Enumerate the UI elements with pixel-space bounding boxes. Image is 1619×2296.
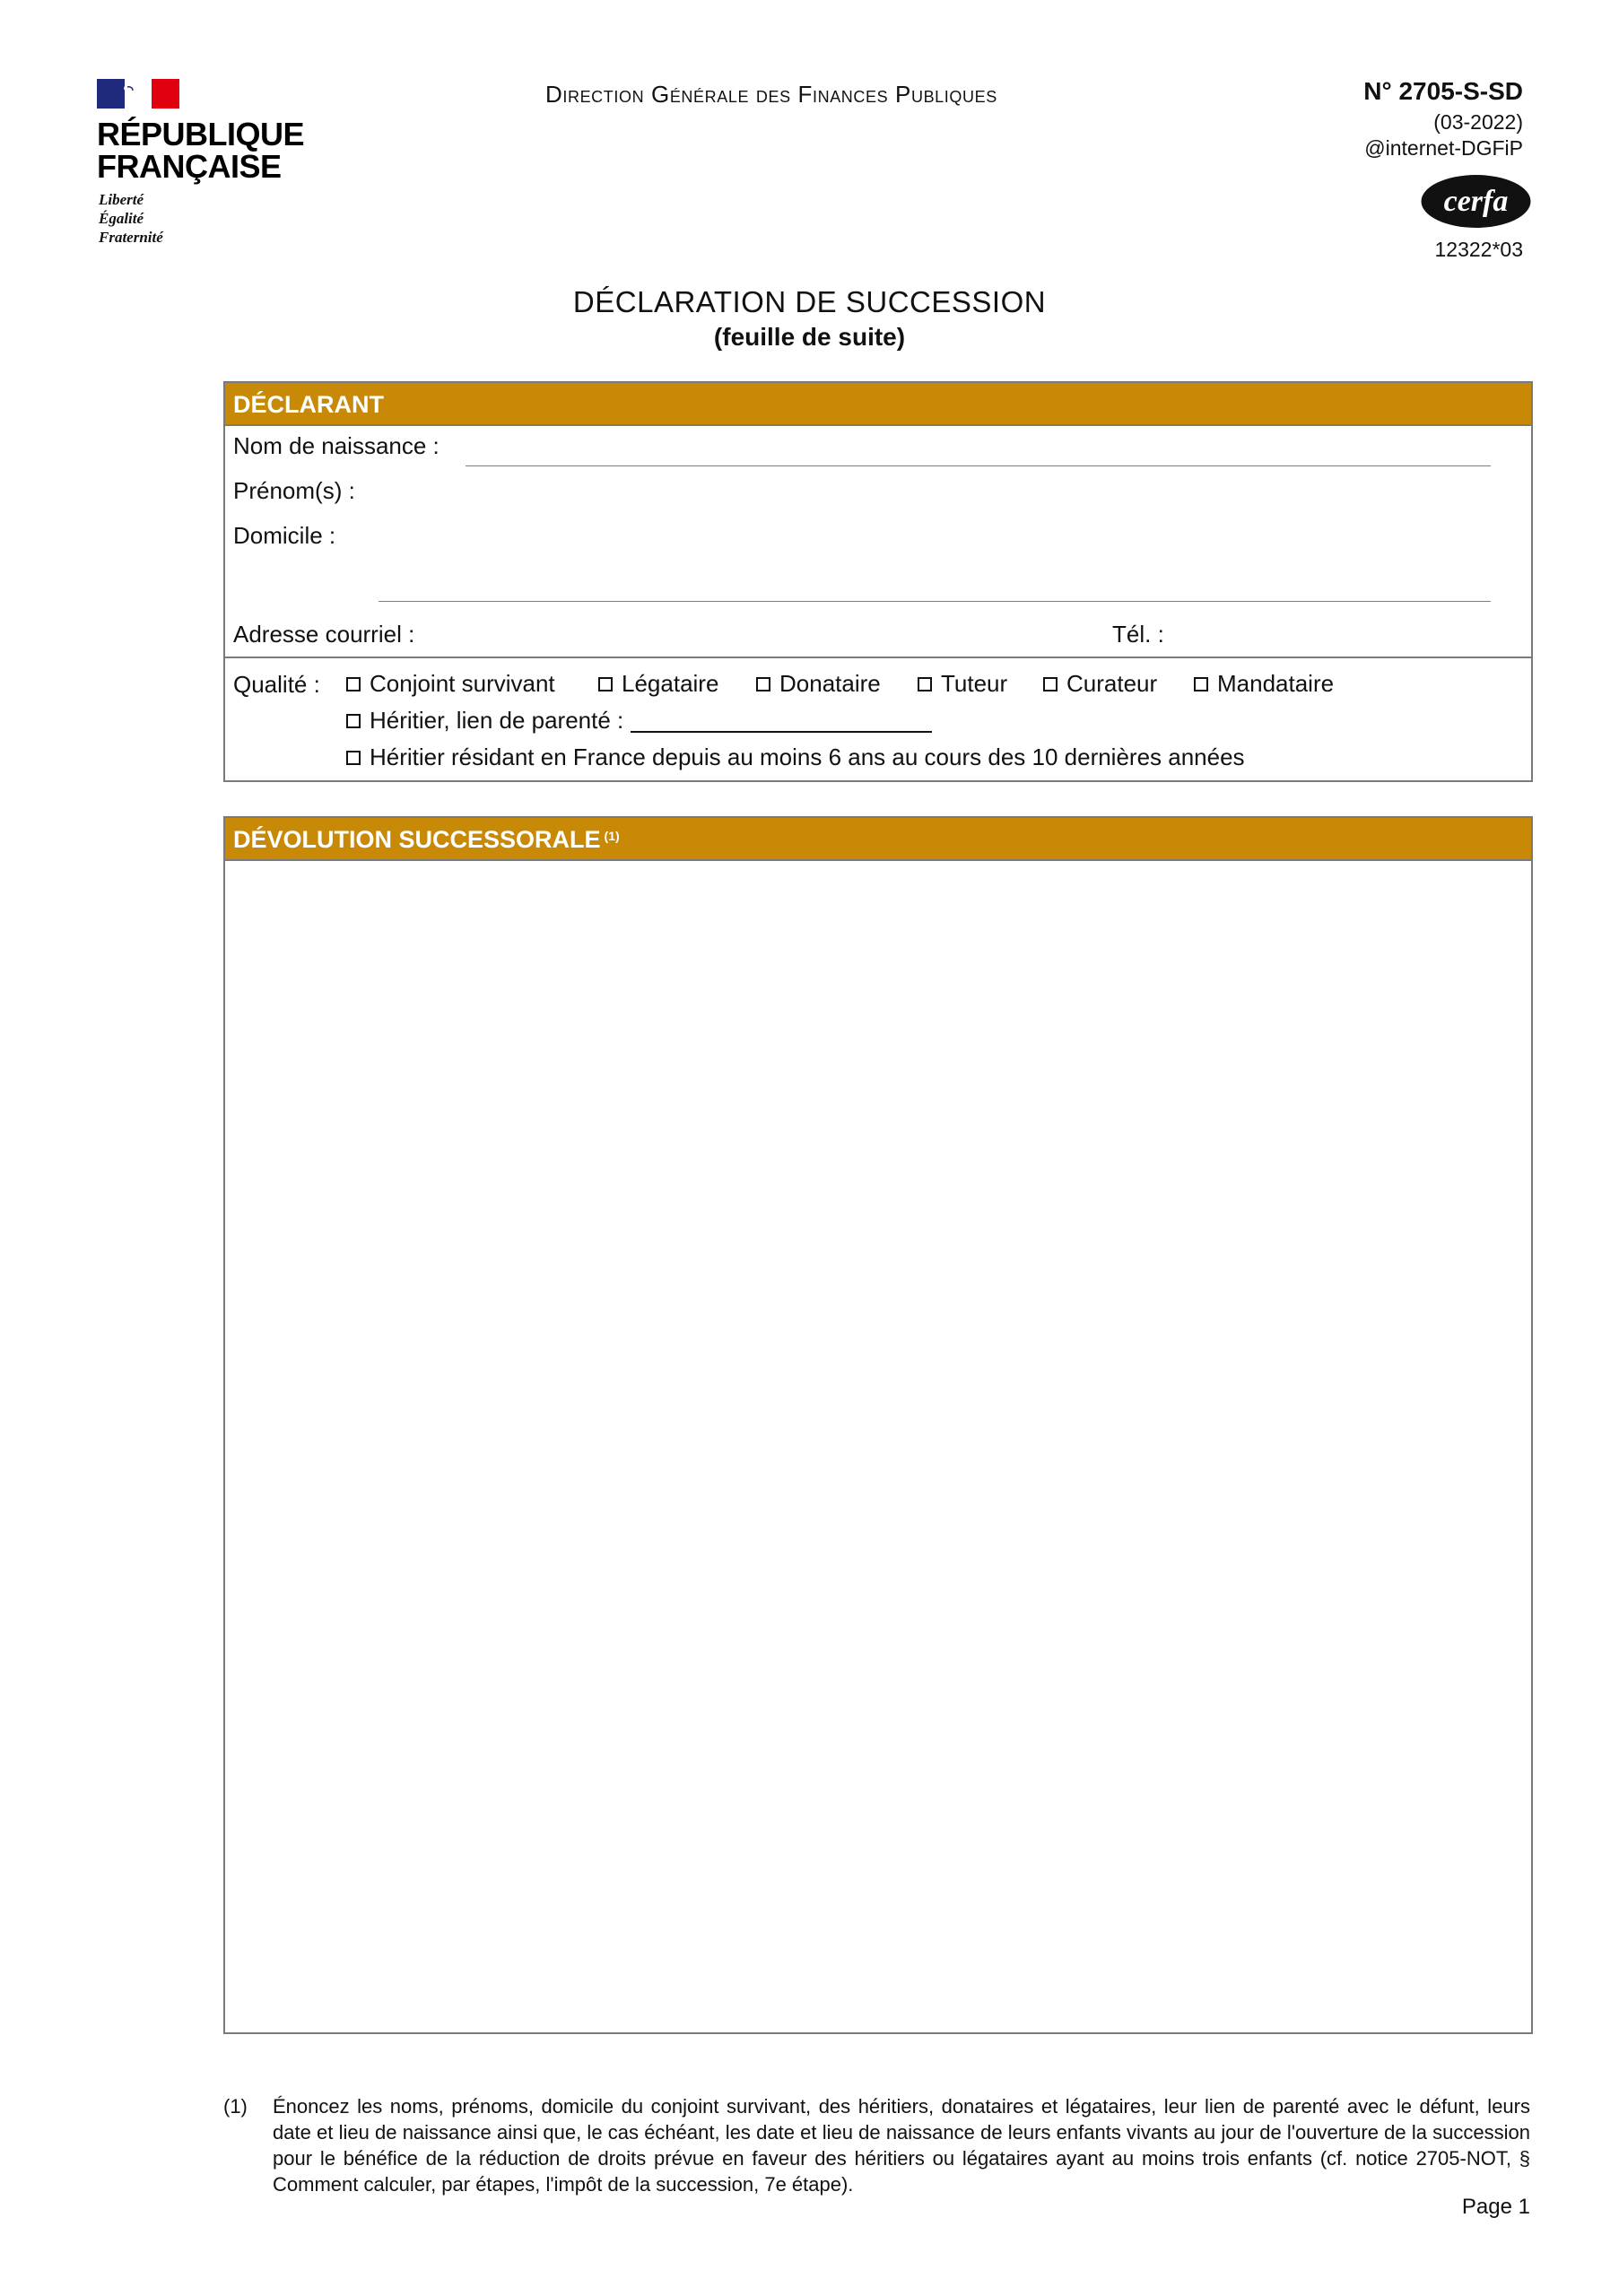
page-number: Page 1 — [1461, 2195, 1530, 2219]
footnote-ref: (1) — [604, 829, 620, 843]
motto-liberte: Liberté — [99, 191, 144, 208]
prenom-label: Prénom(s) : — [233, 477, 355, 504]
form-revision: (03-2022) — [1433, 110, 1523, 134]
option-donataire[interactable] — [756, 670, 881, 698]
form-number: N° 2705-S-SD — [1363, 77, 1523, 105]
option-label: Légataire — [622, 670, 719, 697]
nom-label: Nom de naissance : — [233, 432, 440, 459]
email-field[interactable] — [431, 618, 1113, 648]
option-label: Curateur — [1066, 670, 1158, 697]
declarant-header-label: DÉCLARANT — [233, 391, 384, 418]
option-conjoint-survivant[interactable] — [346, 670, 555, 698]
tel-label: Tél. : — [1112, 621, 1164, 648]
document-title: DÉCLARATION DE SUCCESSION — [572, 285, 1047, 318]
option-label: Conjoint survivant — [370, 670, 555, 697]
checkbox-icon[interactable] — [756, 677, 770, 691]
option-label: Mandataire — [1217, 670, 1335, 697]
motto-egalite: Égalité — [99, 210, 144, 227]
footnote-number: (1) — [223, 2095, 248, 2118]
declarant-divider — [225, 657, 1531, 658]
devolution-header — [225, 818, 1531, 861]
option-label: Héritier, lien de parenté : — [370, 707, 624, 734]
option-heritier-resident[interactable] — [346, 744, 1245, 771]
cerfa-number: 12322*03 — [1434, 238, 1523, 261]
devolution-text-area[interactable] — [225, 861, 1531, 2032]
lien-parente-field[interactable] — [631, 709, 932, 733]
option-legataire[interactable] — [598, 670, 718, 698]
footnote-text: Énoncez les noms, prénoms, domicile du conjoint survivant, des héritiers, donataires et légataires, leur lien de parenté avec le défunt, leurs date et lieu de naissance ainsi que, le cas échéant, les date et lieu de naissance de leurs enfants vivants au jour de l'ouverture de la succession pour le bénéfice de la réduction de droits prévue en faveur des héritiers ou légataires ayant au moins trois enfants (cf. notice 2705-NOT, § Comment calculer, par étapes, l'impôt de la succession, 7e étape). — [273, 2095, 1530, 2196]
logo-line-2: FRANÇAISE — [97, 148, 282, 185]
domicile-field[interactable] — [379, 601, 1491, 602]
qualite-label: Qualité : — [233, 671, 320, 698]
marianne-icon — [117, 79, 160, 109]
domicile-label: Domicile : — [233, 522, 336, 549]
checkbox-icon[interactable] — [346, 677, 361, 691]
checkbox-icon[interactable] — [1043, 677, 1058, 691]
option-label: Héritier résidant en France depuis au moins 6 ans au cours des 10 dernières années — [370, 744, 1245, 770]
checkbox-icon[interactable] — [598, 677, 613, 691]
tricolor-flag-icon — [97, 79, 179, 109]
motto-fraternite: Fraternité — [99, 229, 163, 246]
document-subtitle: (feuille de suite) — [713, 323, 906, 351]
cerfa-label: cerfa — [1443, 185, 1509, 218]
prenom-field[interactable] — [466, 473, 1491, 505]
checkbox-icon[interactable] — [918, 677, 932, 691]
devolution-section — [223, 816, 1533, 2034]
email-label: Adresse courriel : — [233, 621, 415, 648]
option-heritier-lien[interactable] — [346, 707, 932, 735]
declarant-header — [225, 383, 1531, 426]
option-label: Tuteur — [941, 670, 1008, 697]
tel-field[interactable] — [1176, 618, 1490, 648]
form-source: @internet-DGFiP — [1364, 136, 1523, 160]
republique-francaise-logo — [97, 79, 305, 255]
logo-line-1: RÉPUBLIQUE — [97, 116, 305, 152]
checkbox-icon[interactable] — [346, 751, 361, 765]
option-label: Donataire — [779, 670, 881, 697]
option-tuteur[interactable] — [918, 670, 1007, 698]
cerfa-logo — [1419, 173, 1533, 230]
option-curateur[interactable] — [1043, 670, 1157, 698]
checkbox-icon[interactable] — [346, 714, 361, 728]
checkbox-icon[interactable] — [1194, 677, 1208, 691]
nom-field[interactable] — [466, 465, 1491, 466]
option-mandataire[interactable] — [1194, 670, 1334, 698]
declarant-section — [223, 381, 1533, 782]
agency-name: Direction Générale des Finances Publiques — [545, 81, 997, 108]
devolution-header-label: DÉVOLUTION SUCCESSORALE — [233, 826, 601, 853]
